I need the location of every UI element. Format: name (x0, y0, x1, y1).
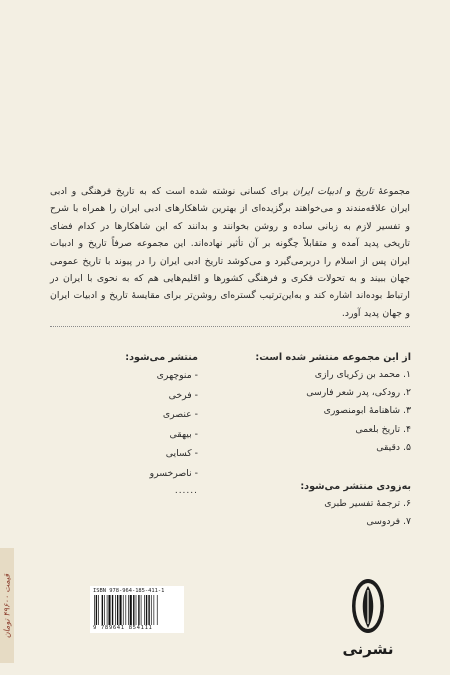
soon-item: ۷. فردوسی (366, 516, 411, 528)
upcoming-item: - منوچهری (156, 370, 198, 381)
published-item: ۴. تاریخ بلعمی (355, 423, 411, 435)
dotted-divider (50, 326, 410, 327)
published-heading: از این مجموعه منتشر شده است: (255, 352, 411, 363)
published-item: ۱. محمد بن زکریای رازی (314, 369, 411, 380)
upcoming-item: - ناصرخسرو (149, 467, 198, 479)
published-list-column (245, 350, 411, 531)
barcode-digits: 9 789641 854111 (93, 625, 153, 631)
isbn-barcode (90, 586, 184, 633)
upcoming-item: - کسایی (165, 448, 198, 460)
barcode-bars (93, 595, 181, 625)
logo-mark (348, 577, 388, 635)
price-sticker (0, 548, 14, 663)
upcoming-heading: منتشر می‌شود: (125, 352, 198, 363)
isbn-number: ISBN 978-964-185-411-1 (93, 588, 165, 594)
published-item: ۳. شاهنامهٔ ابومنصوری (323, 405, 411, 417)
intro-text-start: مجموعهٔ (373, 186, 411, 197)
nashr-ney-logo-icon (348, 577, 388, 635)
published-item: ۲. رودکی، پدر شعر فارسی (306, 387, 411, 399)
soon-item: ۶. ترجمهٔ تفسیر طبری (324, 498, 411, 510)
series-title: تاریخ و ادبیات ایران (292, 186, 374, 197)
continuation-dots: ...... (174, 485, 198, 496)
intro-paragraph (50, 183, 410, 322)
upcoming-item: - عنصری (162, 409, 198, 421)
price-text: قیمت ۴۹۶۰۰ تومان (2, 573, 12, 638)
upcoming-list-column (88, 350, 198, 498)
upcoming-item: - بیهقی (169, 428, 198, 440)
upcoming-item: - فرخی (168, 389, 198, 401)
soon-heading: به‌زودی منتشر می‌شود: (300, 481, 411, 493)
published-item: ۵. دقیقی (376, 441, 411, 453)
intro-text-rest: برای کسانی نوشته شده است که به تاریخ فرهنگی و ادبی ایران علاقه‌مندند و می‌خواهند برگزیده‌ای از بهترین شاهکارهای ادبی ایران را همراه با شرح و تفسیر لازم به زبانی ساده و روشن بخوانند و بدانند که این شاهکارها در کدام فضای تاریخی پدید آمده و متقابلاً چگونه بر آن تأثیر نهاده‌اند. این مجموعه صرفاً تاریخ و ادبیات ایران پس از اسلام را دربرمی‌گیرد و می‌کوشد تاریخ ادبی ایران را در پیوند با تاریخ عمومی جهان ببیند و به تحولات فکری و فرهنگی کشورها و اقلیم‌هایی هم که به نحوی با ایران در ارتباط بوده‌اند اشاره کند و به‌این‌ترتیب گستره‌ای روشن‌تر برای مقایسهٔ تاریخ و ادبیات ایران و جهان پدید آورد. (50, 186, 410, 319)
publisher-name: نشرنی (342, 640, 394, 658)
